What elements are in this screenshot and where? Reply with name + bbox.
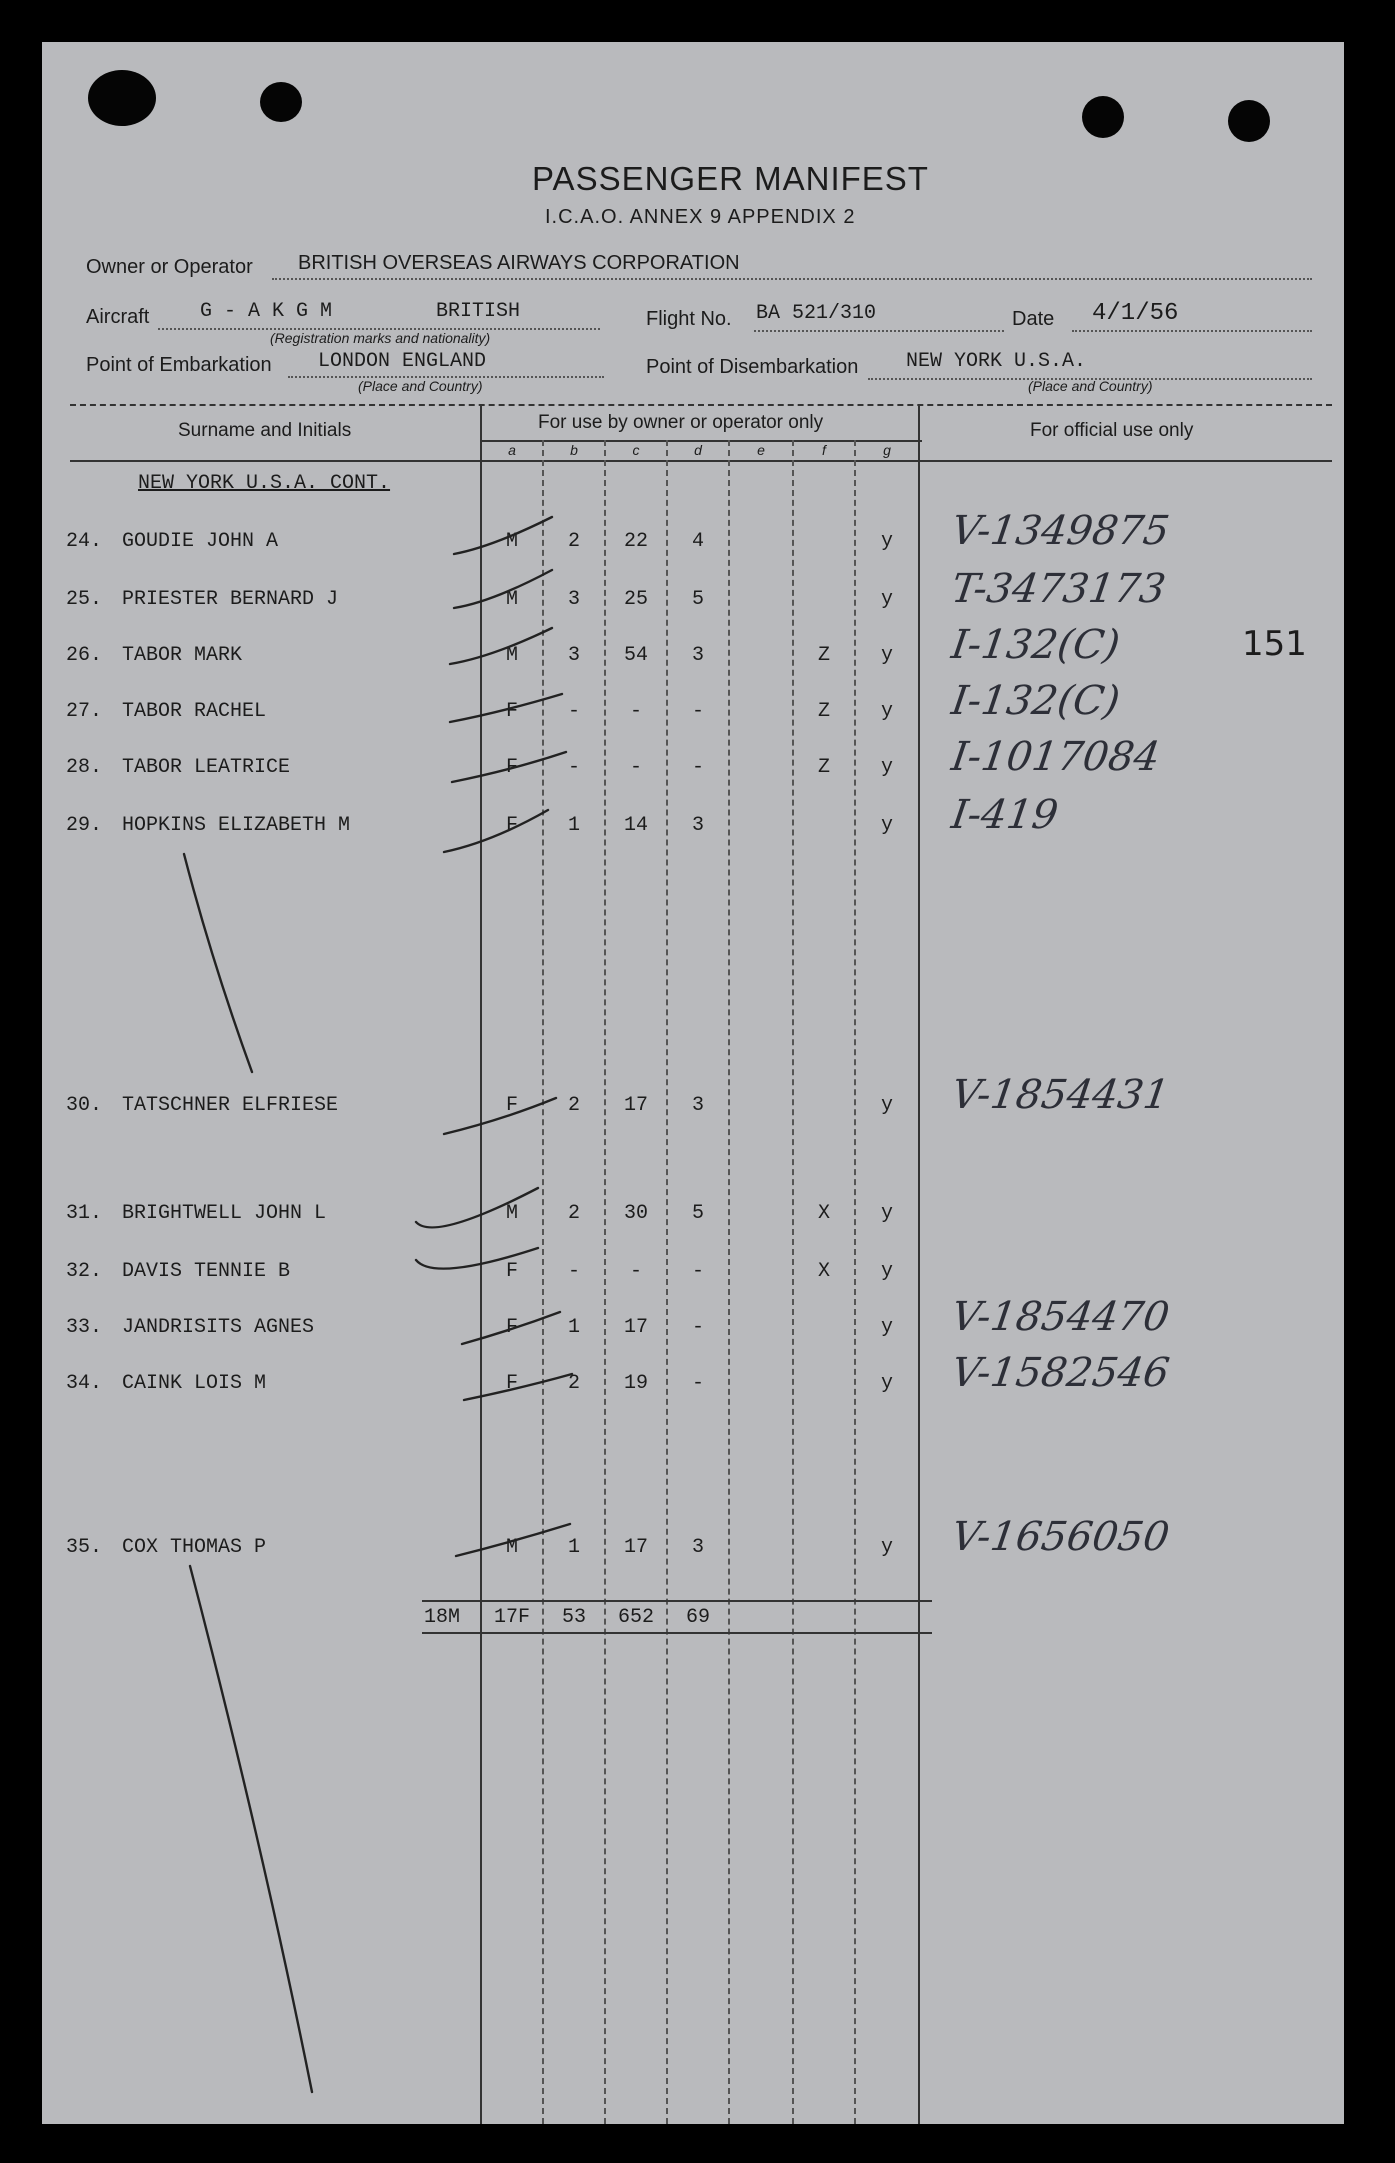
official-use-entry: V-1656050 (948, 1514, 1173, 1560)
cell-g: y (880, 814, 893, 837)
totals-bottom-rule (422, 1632, 932, 1634)
cell-g: y (880, 1536, 893, 1559)
subcol-d: d (694, 442, 702, 458)
passenger-name: COX THOMAS P (122, 1536, 267, 1559)
row-number: 26. (66, 644, 103, 667)
official-use-entry: I-419 (948, 792, 1061, 838)
subcol-g: g (883, 442, 891, 458)
manifest-sheet (42, 42, 1344, 2124)
cell-b: 2 (567, 1372, 580, 1395)
cell-d: - (691, 1260, 704, 1283)
official-use-entry: I-1017084 (948, 734, 1163, 780)
official-use-entry: V-1349875 (948, 508, 1173, 554)
table-top-rule (70, 404, 1332, 406)
flight-number: BA 521/310 (756, 302, 877, 325)
embarkation-value: LONDON ENGLAND (318, 350, 487, 373)
cell-g: y (880, 1316, 893, 1339)
cell-d: 3 (691, 1536, 704, 1559)
passenger-name: TATSCHNER ELFRIESE (122, 1094, 339, 1117)
totals-d: 69 (685, 1606, 710, 1629)
cell-a: F (505, 700, 518, 723)
cell-g: y (880, 1094, 893, 1117)
name-column-header: Surname and Initials (178, 420, 352, 441)
passenger-name: TABOR LEATRICE (122, 756, 291, 779)
passenger-name: HOPKINS ELIZABETH M (122, 814, 351, 837)
aircraft-label: Aircraft (86, 306, 150, 328)
punch-hole-right-1 (1082, 96, 1124, 138)
cell-c: 14 (623, 814, 648, 837)
cell-f: Z (817, 756, 830, 779)
cell-a: F (505, 1260, 518, 1283)
cell-c: - (629, 756, 642, 779)
passenger-name: TABOR MARK (122, 644, 243, 667)
cell-f: X (817, 1202, 830, 1225)
cell-c: 19 (623, 1372, 648, 1395)
totals-label: 18M (424, 1606, 461, 1629)
cell-a: M (505, 1202, 518, 1225)
cell-c: 22 (623, 530, 648, 553)
flight-label: Flight No. (646, 308, 732, 330)
official-use-entry: T-3473173 (948, 566, 1169, 612)
column-divider-official (918, 406, 920, 2124)
cell-f: Z (817, 700, 830, 723)
row-number: 28. (66, 756, 103, 779)
cell-d: - (691, 700, 704, 723)
cell-a: M (505, 588, 518, 611)
embarkation-label: Point of Embarkation (86, 354, 272, 376)
cell-g: y (880, 756, 893, 779)
cell-a: F (505, 756, 518, 779)
date-value: 4/1/56 (1092, 300, 1179, 327)
cell-b: 2 (567, 1202, 580, 1225)
punch-hole-left-1 (88, 70, 156, 126)
passenger-name: BRIGHTWELL JOHN L (122, 1202, 327, 1225)
row-number: 35. (66, 1536, 103, 1559)
cell-b: 2 (567, 530, 580, 553)
cell-c: 17 (623, 1536, 648, 1559)
totals-c: 652 (617, 1606, 654, 1629)
form-title: PASSENGER MANIFEST (532, 160, 929, 197)
cell-a: F (505, 1316, 518, 1339)
aircraft-nationality: BRITISH (436, 300, 521, 323)
cell-a: F (505, 814, 518, 837)
cell-b: 2 (567, 1094, 580, 1117)
cell-d: 3 (691, 814, 704, 837)
cell-g: y (880, 700, 893, 723)
table-header-rule (70, 460, 1332, 462)
owner-value: BRITISH OVERSEAS AIRWAYS CORPORATION (298, 252, 740, 274)
row-number: 32. (66, 1260, 103, 1283)
margin-number: 151 (1242, 624, 1307, 664)
cell-g: y (880, 588, 893, 611)
cell-d: 3 (691, 644, 704, 667)
row-number: 33. (66, 1316, 103, 1339)
cell-a: M (505, 1536, 518, 1559)
cell-b: 1 (567, 814, 580, 837)
owner-dotted-line (272, 278, 1312, 280)
disembarkation-note: (Place and Country) (1028, 378, 1153, 394)
cell-g: y (880, 1202, 893, 1225)
form-subtitle: I.C.A.O. ANNEX 9 APPENDIX 2 (545, 206, 856, 228)
cell-d: 3 (691, 1094, 704, 1117)
cell-c: 25 (623, 588, 648, 611)
long-stroke-35 (190, 1566, 312, 2092)
cell-d: 4 (691, 530, 704, 553)
passenger-name: GOUDIE JOHN A (122, 530, 279, 553)
cell-c: - (629, 1260, 642, 1283)
punch-hole-left-2 (260, 82, 302, 122)
row-number: 31. (66, 1202, 103, 1225)
embarkation-note: (Place and Country) (358, 378, 483, 394)
cell-f: X (817, 1260, 830, 1283)
date-label: Date (1012, 308, 1055, 330)
cell-b: - (567, 1260, 580, 1283)
subcol-b: b (570, 442, 578, 458)
cell-d: 5 (691, 1202, 704, 1225)
aircraft-registration: G - A K G M (200, 300, 333, 323)
row-number: 29. (66, 814, 103, 837)
cell-a: M (505, 644, 518, 667)
official-use-entry: V-1854431 (948, 1072, 1173, 1118)
flight-dotted-line (754, 330, 1004, 332)
owner-use-header: For use by owner or operator only (538, 412, 824, 433)
official-use-entry: V-1582546 (948, 1350, 1173, 1396)
cell-d: - (691, 756, 704, 779)
official-use-header: For official use only (1030, 420, 1194, 441)
column-divider-de (728, 440, 730, 2124)
cell-b: 3 (567, 644, 580, 667)
cell-c: 17 (623, 1094, 648, 1117)
official-use-entry: V-1854470 (948, 1294, 1173, 1340)
row-number: 27. (66, 700, 103, 723)
cell-d: 5 (691, 588, 704, 611)
subcol-f: f (822, 442, 826, 458)
row-number: 24. (66, 530, 103, 553)
cell-a: F (505, 1372, 518, 1395)
cell-a: F (505, 1094, 518, 1117)
cell-c: 30 (623, 1202, 648, 1225)
totals-a: 17F (493, 1606, 530, 1629)
section-label: NEW YORK U.S.A. CONT. (138, 472, 391, 495)
cell-a: M (505, 530, 518, 553)
cell-d: - (691, 1372, 704, 1395)
row-number: 30. (66, 1094, 103, 1117)
passenger-name: CAINK LOIS M (122, 1372, 267, 1395)
subcol-c: c (632, 442, 640, 458)
passenger-name: PRIESTER BERNARD J (122, 588, 339, 611)
totals-b: 53 (561, 1606, 586, 1629)
passenger-name: DAVIS TENNIE B (122, 1260, 291, 1283)
cell-c: 17 (623, 1316, 648, 1339)
bracket-stroke-29-30 (184, 854, 252, 1072)
cell-g: y (880, 644, 893, 667)
cell-d: - (691, 1316, 704, 1339)
disembarkation-value: NEW YORK U.S.A. (906, 350, 1087, 373)
official-use-entry: I-132(C) (948, 678, 1123, 724)
cell-b: 1 (567, 1536, 580, 1559)
cell-g: y (880, 1372, 893, 1395)
cell-b: - (567, 756, 580, 779)
cell-b: 3 (567, 588, 580, 611)
punch-hole-right-2 (1228, 100, 1270, 142)
passenger-name: TABOR RACHEL (122, 700, 267, 723)
passenger-name: JANDRISITS AGNES (122, 1316, 315, 1339)
row-number: 34. (66, 1372, 103, 1395)
cell-c: 54 (623, 644, 648, 667)
owner-label: Owner or Operator (86, 256, 253, 278)
subcol-a: a (508, 442, 516, 458)
cell-g: y (880, 530, 893, 553)
cell-f: Z (817, 644, 830, 667)
aircraft-note: (Registration marks and nationality) (270, 330, 491, 346)
subcol-e: e (757, 442, 765, 458)
official-use-entry: I-132(C) (948, 622, 1123, 668)
row-number: 25. (66, 588, 103, 611)
date-dotted-line (1072, 330, 1312, 332)
cell-c: - (629, 700, 642, 723)
disembarkation-label: Point of Disembarkation (646, 356, 859, 378)
cell-b: - (567, 700, 580, 723)
totals-top-rule (422, 1600, 932, 1602)
cell-g: y (880, 1260, 893, 1283)
cell-b: 1 (567, 1316, 580, 1339)
